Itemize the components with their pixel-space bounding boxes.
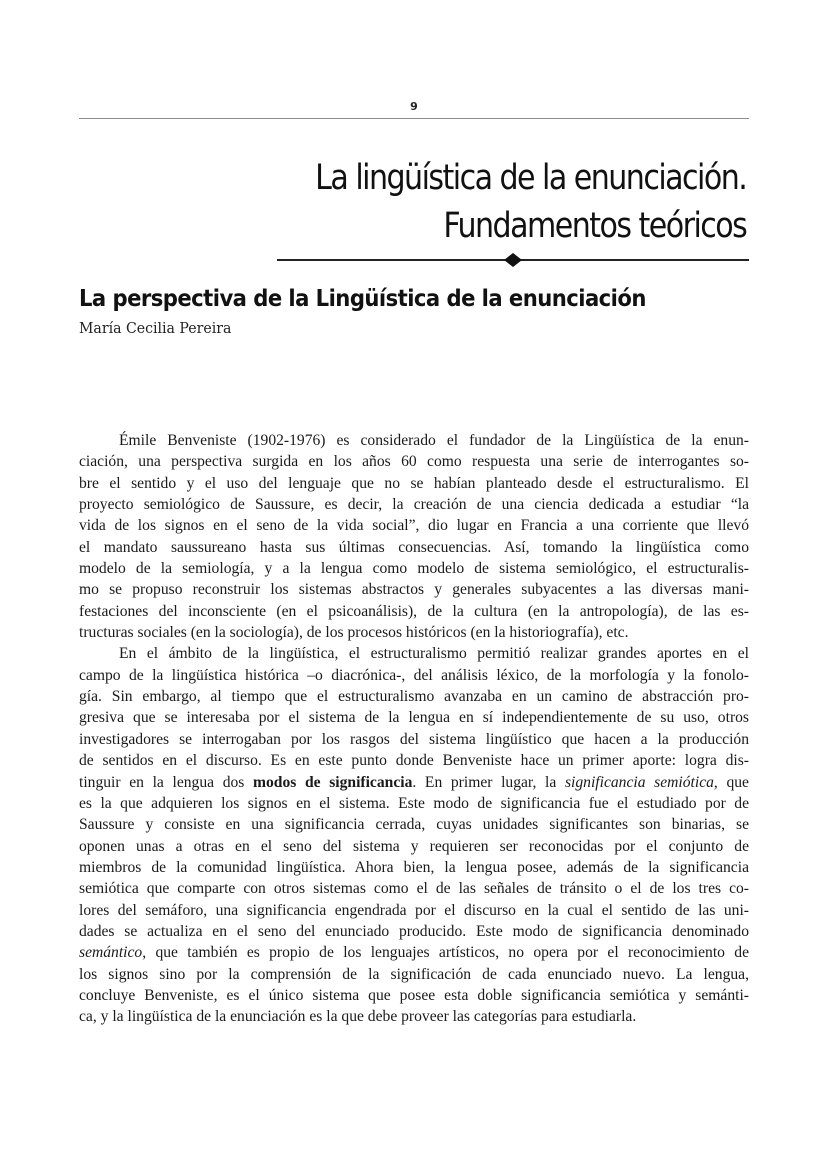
bold-term: modos de significancia (253, 773, 413, 791)
text-run: , que (713, 773, 749, 791)
text-run: . En primer lugar, la (412, 773, 565, 791)
text-line: bre el sentido y el uso del lenguaje que no se habían planteado desde el estructuralismo. El (79, 474, 749, 492)
section-title: La perspectiva de la Lingüística de la enunciación (79, 286, 646, 312)
page-number: 9 (410, 100, 418, 113)
body-text (79, 430, 749, 1028)
text-line: semiótica que comparte con otros sistemas como el de las señales de tránsito o el de los tres co- (79, 880, 749, 898)
text-line: En el ámbito de la lingüística, el estructuralismo permitió realizar grandes aportes en el (119, 645, 749, 663)
text-run: tinguir en la lengua dos (79, 773, 253, 791)
text-line: los signos sino por la comprensión de la significación de cada enunciado nuevo. La lengua, (79, 965, 749, 983)
text-run: , que también es propio de los lenguajes artísticos, no opera por el reconocimiento de (142, 944, 749, 962)
text-line: concluye Benveniste, es el único sistema que posee esta doble significancia semiótica y semánti- (79, 986, 749, 1004)
text-line-with-emphasis (79, 942, 749, 963)
text-line: mo se propuso reconstruir los sistemas abstractos y generales subyacentes a las diversas mani- (79, 581, 749, 599)
text-line-with-emphasis (79, 772, 749, 793)
text-line: Émile Benveniste (1902-1976) es considerado el fundador de la Lingüística de la enun- (119, 432, 749, 449)
diamond-ornament-icon (504, 253, 522, 267)
text-line: festaciones del inconsciente (en el psicoanálisis), de la cultura (en la antropología), de las es- (79, 602, 749, 620)
italic-term: significancia semiótica (564, 773, 714, 791)
text-line: investigadores se interrogaban por los rasgos del sistema lingüístico que hacen a la producción (79, 730, 749, 748)
text-line: tructuras sociales (en la sociología), de los procesos históricos (en la historiografía), etc. (79, 624, 629, 642)
paragraph-2 (79, 643, 749, 1027)
text-line: lores del semáforo, una significancia engendrada por el discurso en la cual el sentido de las uni- (79, 901, 749, 919)
text-line: de sentidos en el discurso. Es en este punto donde Benveniste hace un primer aporte: logra dis- (79, 752, 749, 770)
text-line: miembros de la comunidad lingüística. Ahora bien, la lengua posee, además de la significancia (79, 858, 749, 876)
text-line: ca, y la lingüística de la enunciación es la que debe proveer las categorías para estudiarla. (79, 1008, 637, 1026)
paragraph-1 (79, 430, 749, 643)
chapter-title-line-1: La lingüística de la enunciación. (314, 158, 746, 198)
text-line: oponen unas a otras en el seno del sistema y requieren ser reconocidas por el conjunto de (79, 837, 749, 855)
text-line: es la que adquieren los signos en el sistema. Este modo de significancia fue el estudiado por de (79, 794, 749, 812)
author-name: María Cecilia Pereira (79, 319, 232, 337)
text-line: gresiva que se interesaba por el sistema de la lengua en sí independientemente de su uso, otros (79, 709, 749, 727)
text-line: proyecto semiológico de Saussure, es decir, la creación de una ciencia dedicada a estudiar “la (79, 496, 749, 514)
text-line: el mandato saussureano hasta sus últimas consecuencias. Así, tomando la lingüística como (79, 538, 749, 556)
chapter-title-line-2: Fundamentos teóricos (443, 206, 746, 246)
text-line: ciación, una perspectiva surgida en los años 60 como respuesta una serie de interrogantes so- (79, 453, 749, 471)
chapter-title (315, 154, 746, 250)
text-line: gía. Sin embargo, al tiempo que el estructuralismo avanzaba en un camino de abstracción pro- (79, 688, 749, 706)
text-line: modelo de la semiología, y a la lengua como modelo de sistema semiológico, el estructuralis- (79, 560, 749, 578)
text-line: campo de la lingüística histórica –o diacrónica-, del análisis léxico, de la morfología y la fonolo- (79, 666, 749, 684)
italic-term: semántico (79, 944, 143, 962)
text-line: dades se actualiza en el seno del enunciado producido. Este modo de significancia denominado (79, 922, 749, 940)
text-line: Saussure y consiste en una significancia cerrada, cuyas unidades significantes son binarias, se (79, 816, 749, 834)
header-rule (79, 118, 749, 119)
text-line: vida de los signos en el seno de la vida social”, dio lugar en Francia a una corriente que llevó (79, 517, 749, 535)
